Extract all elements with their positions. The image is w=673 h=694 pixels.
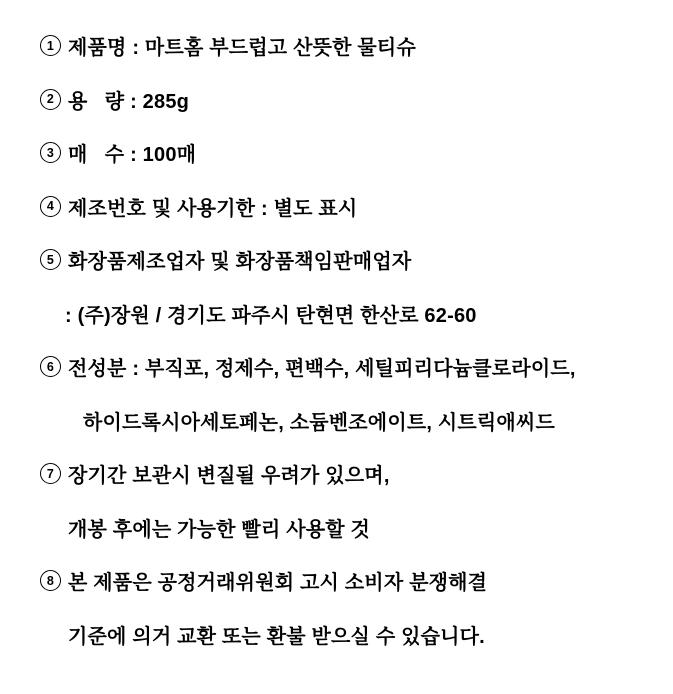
list-item-8-continuation: [0, 608, 673, 662]
list-item-5: [0, 233, 673, 287]
line-text: 장기간 보관시 변질될 우려가 있으며,: [68, 465, 390, 488]
list-item-7-continuation: [0, 501, 673, 555]
list-item-4: [0, 180, 673, 234]
list-item-2: [0, 73, 673, 127]
line-text: 개봉 후에는 가능한 빨리 사용할 것: [68, 518, 371, 541]
list-item-6: [0, 340, 673, 394]
circled-number: 1: [40, 35, 61, 56]
circled-number: 5: [40, 249, 61, 270]
circled-number: 7: [40, 463, 61, 484]
line-text: 제품명 : 마트홈 부드럽고 산뜻한 물티슈: [68, 37, 416, 60]
line-text: 매 수 : 100매: [68, 144, 197, 167]
line-text: 용 량 : 285g: [68, 90, 190, 113]
circled-number: 8: [40, 570, 61, 591]
list-item-1: [0, 19, 673, 73]
list-item-6-continuation: [0, 394, 673, 448]
line-text: 본 제품은 공정거래위원회 고시 소비자 분쟁해결: [68, 572, 488, 595]
line-text: : (주)장원 / 경기도 파주시 탄현면 한산로 62-60: [65, 304, 477, 327]
circled-number: 2: [40, 89, 61, 110]
line-text: 기준에 의거 교환 또는 환불 받으실 수 있습니다.: [68, 625, 485, 648]
circled-number: 6: [40, 356, 61, 377]
line-text: 하이드록시아세토페논, 소듐벤조에이트, 시트릭애씨드: [83, 411, 555, 434]
line-text: 화장품제조업자 및 화장품책임판매업자: [68, 251, 412, 274]
line-text: 전성분 : 부직포, 정제수, 편백수, 세틸피리다늄클로라이드,: [68, 358, 576, 381]
circled-number: 4: [40, 196, 61, 217]
line-text: 제조번호 및 사용기한 : 별도 표시: [68, 197, 358, 220]
list-item-8: [0, 554, 673, 608]
list-item-7: [0, 447, 673, 501]
list-item-3: [0, 126, 673, 180]
circled-number: 3: [40, 142, 61, 163]
list-item-5-continuation: [0, 287, 673, 341]
